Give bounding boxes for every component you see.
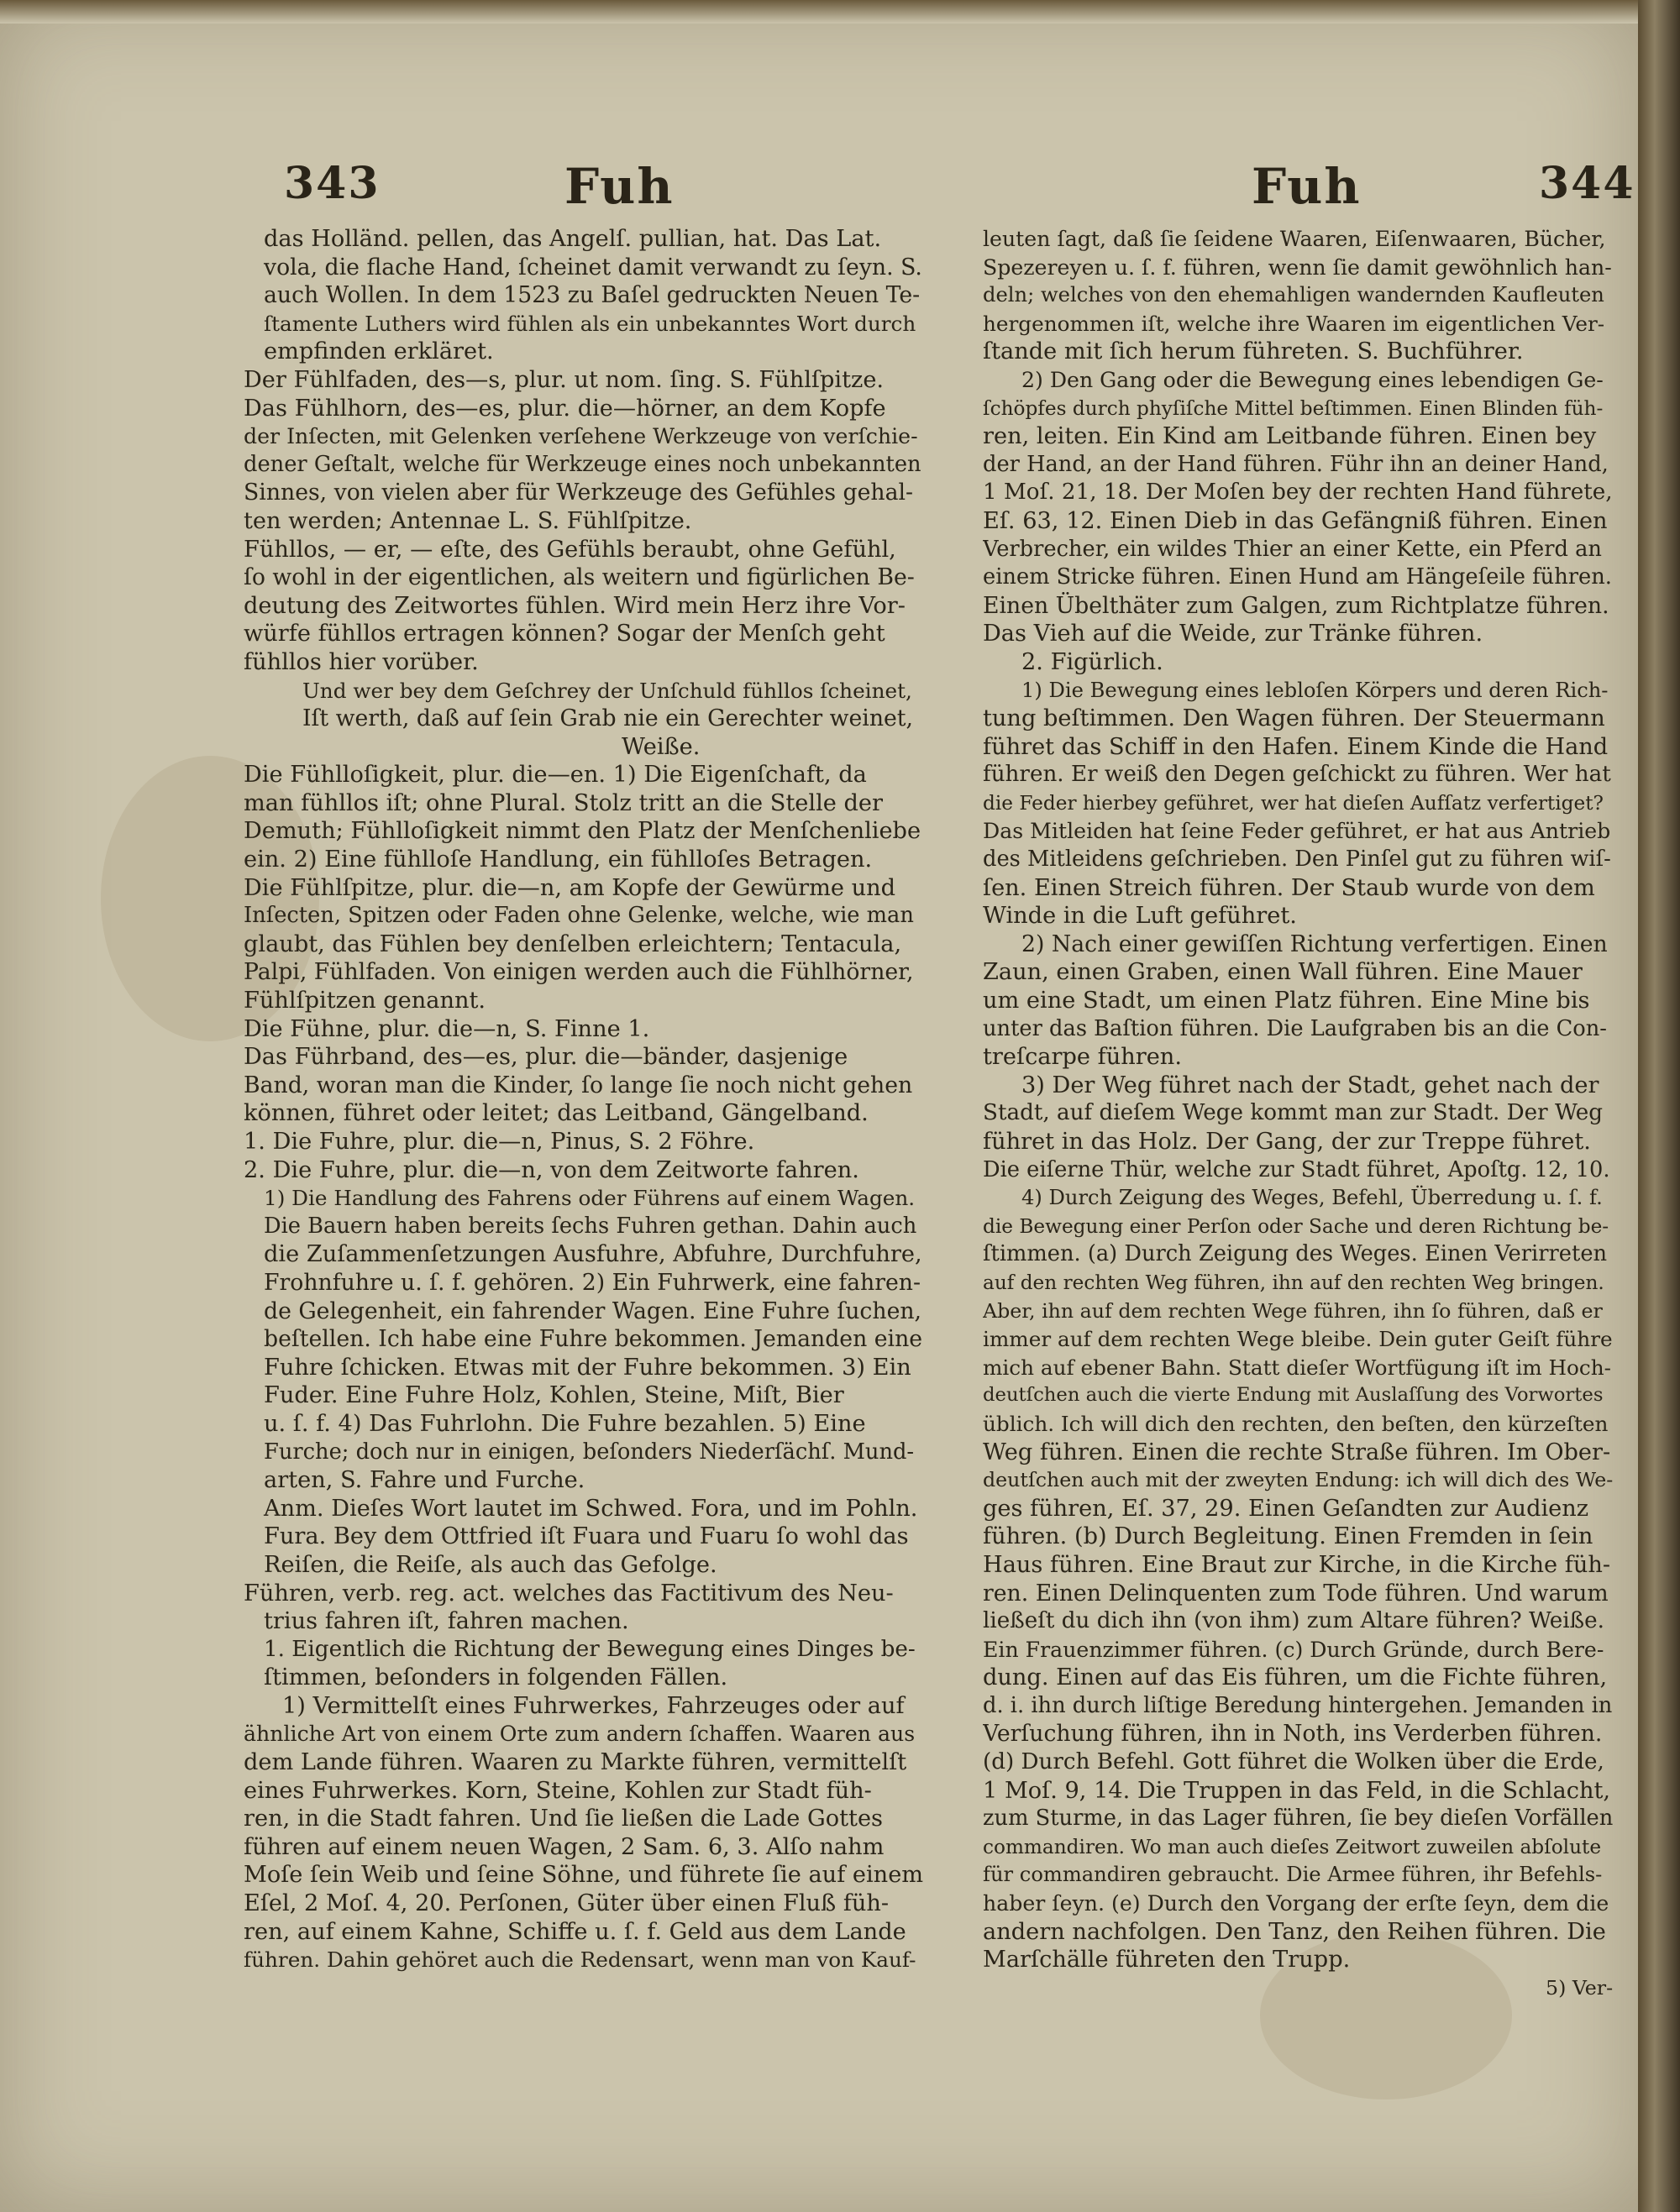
text-line: Verbrecher, ein wildes Thier an einer Kette, ein Pferd an xyxy=(983,536,1602,562)
text-line: Eſ. 63, 12. Einen Dieb in das Gefängniß führen. Einen xyxy=(983,507,1608,534)
running-head-left: Fuh xyxy=(564,158,675,215)
text-line: u. ſ. f. 4) Das Fuhrlohn. Die Fuhre bezahlen. 5) Eine xyxy=(264,1410,866,1437)
text-line: 1) Die Bewegung eines lebloſen Körpers und deren Rich- xyxy=(1021,678,1609,702)
text-line: Zaun, einen Graben, einen Wall führen. Eine Mauer xyxy=(983,959,1583,986)
text-line: das Holländ. pellen, das Angelſ. pullian, hat. Das Lat. xyxy=(264,226,882,252)
text-line: dener Geſtalt, welche für Werkzeuge eines noch unbekannten xyxy=(244,451,921,477)
text-line: 1) Vermittelſt eines Fuhrwerkes, Fahrzeuges oder auf xyxy=(282,1692,905,1719)
text-line: Weg führen. Einen die rechte Straße führen. Im Ober- xyxy=(983,1439,1611,1465)
text-line: ten werden; Antennae L. S. Fühlſpitze. xyxy=(244,507,692,534)
text-line: ſchöpfes durch phyſiſche Mittel beſtimmen. Einen Blinden füh- xyxy=(983,396,1604,420)
text-line: 2. Figürlich. xyxy=(1021,648,1163,675)
text-line: trius fahren iſt, fahren machen. xyxy=(264,1608,629,1635)
text-line: Fühllos, — er, — eſte, des Gefühls beraubt, ohne Gefühl, xyxy=(244,536,896,563)
text-line: ſtande mit ſich herum führeten. S. Buchführer. xyxy=(983,338,1524,365)
text-line: Fura. Bey dem Ottfried iſt Fuara und Fuaru ſo wohl das xyxy=(264,1523,909,1550)
text-line: beſtellen. Ich habe eine Fuhre bekommen. Jemanden eine xyxy=(264,1326,923,1353)
text-line: 1 Moſ. 21, 18. Der Moſen bey der rechten Hand führete, xyxy=(983,480,1613,506)
text-line: Das Vieh auf die Weide, zur Tränke führen. xyxy=(983,621,1483,647)
text-line: führen auf einem neuen Wagen, 2 Sam. 6, 3. Alſo nahm xyxy=(244,1833,885,1860)
text-line: 2. Die Fuhre, plur. die—n, von dem Zeitworte fahren. xyxy=(244,1156,859,1183)
text-line: auf den rechten Weg führen, ihn auf den rechten Weg bringen. xyxy=(983,1271,1604,1294)
text-line: Die Bauern haben bereits ſechs Fuhren gethan. Dahin auch xyxy=(264,1213,917,1239)
text-line: 1. Die Fuhre, plur. die—n, Pinus, S. 2 Föhre. xyxy=(244,1129,755,1155)
text-line: führen. Dahin gehöret auch die Redensart, wenn man von Kauf- xyxy=(244,1947,916,1973)
text-line: Winde in die Luft geführet. xyxy=(983,903,1297,930)
text-line: Die Fühlloſigkeit, plur. die—en. 1) Die Eigenſchaft, da xyxy=(244,762,867,789)
text-line: arten, S. Fahre und Furche. xyxy=(264,1467,585,1494)
text-line: können, führet oder leitet; das Leitband, Gängelband. xyxy=(244,1100,869,1127)
text-line: führen. Er weiß den Degen geſchickt zu führen. Wer hat xyxy=(983,762,1611,788)
text-line: deln; welches von den ehemahligen wandernden Kaufleuten xyxy=(983,283,1604,307)
left-column xyxy=(244,225,924,1974)
text-line: Verſuchung führen, ihn in Noth, ins Verderben führen. xyxy=(983,1721,1603,1748)
text-line: der Inſecten, mit Gelenken verſehene Werkzeuge von verſchie- xyxy=(244,424,918,449)
text-line: ren. Einen Delinquenten zum Tode führen. Und warum xyxy=(983,1580,1609,1607)
text-line: 1) Die Handlung des Fahrens oder Führens auf einem Wagen. xyxy=(264,1186,916,1211)
text-line: 1. Eigentlich die Richtung der Bewegung eines Dinges be- xyxy=(264,1636,916,1662)
text-line: Furche; doch nur in einigen, beſonders Niederſächſ. Mund- xyxy=(264,1439,915,1465)
text-line: Iſt werth, daß auf ſein Grab nie ein Gerechter weinet, xyxy=(302,705,914,732)
text-line: Aber, ihn auf dem rechten Wege führen, ihn ſo führen, daß er xyxy=(983,1298,1603,1323)
running-head-right: Fuh xyxy=(1252,158,1362,215)
text-line: glaubt, das Fühlen bey denſelben erleichtern; Tentacula, xyxy=(244,930,902,957)
text-line: Stadt, auf dieſem Wege kommt man zur Stadt. Der Weg xyxy=(983,1100,1604,1126)
text-line: Das Fühlhorn, des—es, plur. die—hörner, an dem Kopfe xyxy=(244,395,886,422)
text-line: Und wer bey dem Geſchrey der Unſchuld fühllos ſcheinet, xyxy=(302,678,912,703)
text-line: immer auf dem rechten Wege bleibe. Dein guter Geiſt führe xyxy=(983,1327,1613,1352)
text-line: Der Fühlfaden, des—s, plur. ut nom. ſing. S. Fühlſpitze. xyxy=(244,366,885,393)
text-line: auch Wollen. In dem 1523 zu Baſel gedruckten Neuen Te- xyxy=(264,282,921,309)
text-line: Demuth; Fühlloſigkeit nimmt den Platz der Menſchenliebe xyxy=(244,818,921,845)
text-line: ein. 2) Eine fühlloſe Handlung, ein fühlloſes Betragen. xyxy=(244,847,873,873)
text-line: d. i. ihn durch liſtige Beredung hintergehen. Jemanden in xyxy=(983,1692,1613,1718)
text-line: unter das Baſtion führen. Die Laufgraben bis an die Con- xyxy=(983,1015,1607,1041)
text-line: Fühlſpitzen genannt. xyxy=(244,988,486,1014)
text-line: Fuder. Eine Fuhre Holz, Kohlen, Steine, Miſt, Bier xyxy=(264,1382,844,1409)
text-line: deutſchen auch mit der zweyten Endung: ich will dich des We- xyxy=(983,1468,1613,1492)
text-line: Haus führen. Eine Braut zur Kirche, in die Kirche füh- xyxy=(983,1551,1611,1578)
page-number-left: 343 xyxy=(284,158,381,209)
text-line: Das Führband, des—es, plur. die—bänder, dasjenige xyxy=(244,1044,848,1071)
text-line: führet in das Holz. Der Gang, der zur Treppe führet. xyxy=(983,1129,1591,1155)
text-line: Einen Übelthäter zum Galgen, zum Richtplatze führen. xyxy=(983,592,1609,619)
text-line: 2) Den Gang oder die Bewegung eines lebendigen Ge- xyxy=(1021,367,1604,392)
text-line: für commandiren gebraucht. Die Armee führen, ihr Befehls- xyxy=(983,1863,1603,1887)
text-line: tung beſtimmen. Den Wagen führen. Der Steuermann xyxy=(983,705,1605,732)
text-line: die Zuſammenſetzungen Ausfuhre, Abfuhre, Durchfuhre, xyxy=(264,1241,922,1268)
text-line: eines Fuhrwerkes. Korn, Steine, Kohlen zur Stadt füh- xyxy=(244,1777,872,1804)
text-line: Sinnes, von vielen aber für Werkzeuge des Gefühles gehal- xyxy=(244,480,914,506)
page-top-edge xyxy=(0,0,1638,24)
text-line: ließeſt du dich ihn (von ihm) zum Altare führen? Weiße. xyxy=(983,1608,1604,1634)
text-line: 3) Der Weg führet nach der Stadt, gehet nach der xyxy=(1021,1072,1599,1098)
text-line: Spezereyen u. ſ. f. führen, wenn ſie damit gewöhnlich han- xyxy=(983,254,1612,280)
text-line: haber ſeyn. (e) Durch den Vorgang der erſte ſeyn, dem die xyxy=(983,1891,1609,1916)
text-line: empfinden erkläret. xyxy=(264,338,494,365)
text-line: ren, auf einem Kahne, Schiffe u. ſ. f. Geld aus dem Lande xyxy=(244,1918,906,1945)
text-line: de Gelegenheit, ein fahrender Wagen. Eine Fuhre ſuchen, xyxy=(264,1297,922,1324)
text-line: treſcarpe führen. xyxy=(983,1044,1182,1071)
text-line: ſen. Einen Streich führen. Der Staub wurde von dem xyxy=(983,874,1595,901)
text-line: Inſecten, Spitzen oder Faden ohne Gelenke, welche, wie man xyxy=(244,903,914,929)
text-line: Moſe ſein Weib und ſeine Söhne, und führete ſie auf einem xyxy=(244,1862,924,1889)
text-line: Anm. Dieſes Wort lautet im Schwed. Fora, und im Pohln. xyxy=(264,1495,918,1522)
text-line: Die Fühne, plur. die—n, S. Finne 1. xyxy=(244,1015,650,1042)
text-line: man fühllos iſt; ohne Plural. Stolz tritt an die Stelle der xyxy=(244,789,883,816)
text-line: die Bewegung einer Perſon oder Sache und deren Richtung be- xyxy=(983,1214,1609,1238)
text-line: Marſchälle führeten den Trupp. xyxy=(983,1947,1351,1974)
text-line: Eſel, 2 Moſ. 4, 20. Perſonen, Güter über einen Fluß füh- xyxy=(244,1890,890,1917)
text-line: Palpi, Fühlfaden. Von einigen werden auch die Fühlhörner, xyxy=(244,959,914,986)
text-line: Führen, verb. reg. act. welches das Factitivum des Neu- xyxy=(244,1580,894,1607)
text-line: Weiße. xyxy=(622,733,701,760)
text-line: einem Stricke führen. Einen Hund am Hängeſeile führen. xyxy=(983,564,1612,590)
text-line: ren, leiten. Ein Kind am Leitbande führen. Einen bey xyxy=(983,423,1597,450)
text-line: der Hand, an der Hand führen. Führ ihn an deiner Hand, xyxy=(983,451,1609,477)
text-line: Band, woran man die Kinder, ſo lange ſie noch nicht gehen xyxy=(244,1072,913,1098)
text-line: 1 Moſ. 9, 14. Die Truppen in das Feld, in die Schlacht, xyxy=(983,1777,1611,1804)
text-line: ſtimmen, beſonders in folgenden Fällen. xyxy=(264,1664,728,1691)
text-line: deutung des Zeitwortes fühlen. Wird mein Herz ihre Vor- xyxy=(244,592,906,619)
text-line: ges führen, Eſ. 37, 29. Einen Geſandten zur Audienz xyxy=(983,1495,1589,1522)
text-line: führet das Schiff in den Hafen. Einem Kinde die Hand xyxy=(983,733,1609,760)
text-line: ähnliche Art von einem Orte zum andern ſchaffen. Waaren aus xyxy=(244,1722,916,1747)
text-line: (d) Durch Befehl. Gott führet die Wolken über die Erde, xyxy=(983,1749,1604,1775)
text-line: führen. (b) Durch Begleitung. Einen Fremden in ſein xyxy=(983,1523,1593,1550)
right-column xyxy=(983,225,1613,2002)
text-line: hergenommen iſt, welche ihre Waaren im eigentlichen Ver- xyxy=(983,311,1605,336)
text-line: commandiren. Wo man auch dieſes Zeitwort zuweilen abſolute xyxy=(983,1835,1602,1858)
text-line: Die Fühlſpitze, plur. die—n, am Kopfe der Gewürme und xyxy=(244,874,896,901)
text-line: des Mitleidens geſchrieben. Den Pinſel gut zu führen wiſ- xyxy=(983,847,1611,873)
text-line: fühllos hier vorüber. xyxy=(244,648,479,675)
text-line: dung. Einen auf das Eis führen, um die Fichte führen, xyxy=(983,1664,1608,1691)
text-line: zum Sturme, in das Lager führen, ſie bey dieſen Vorfällen xyxy=(983,1806,1613,1832)
text-line: Das Mitleiden hat ſeine Feder geführet, er hat aus Antrieb xyxy=(983,819,1611,844)
text-line: dem Lande führen. Waaren zu Markte führen, vermittelſt xyxy=(244,1749,907,1776)
text-line: leuten ſagt, daß ſie ſeidene Waaren, Eiſenwaaren, Bücher, xyxy=(983,227,1606,251)
text-line: die Feder hierbey geführet, wer hat dieſen Aufſatz verfertiget? xyxy=(983,791,1604,815)
text-line: Ein Frauenzimmer führen. (c) Durch Gründe, durch Bere- xyxy=(983,1637,1604,1662)
text-line: 5) Ver- xyxy=(1546,1975,1613,2000)
text-line: üblich. Ich will dich den rechten, den beſten, den kürzeſten xyxy=(983,1411,1609,1436)
text-line: ſo wohl in der eigentlichen, als weitern und figürlichen Be- xyxy=(244,564,915,591)
book-spine xyxy=(1638,0,1680,2212)
text-line: andern nachfolgen. Den Tanz, den Reihen führen. Die xyxy=(983,1918,1606,1945)
text-line: ſtamente Luthers wird fühlen als ein unbekanntes Wort durch xyxy=(264,311,916,336)
text-line: würfe fühllos ertragen können? Sogar der Menſch geht xyxy=(244,621,885,647)
text-line: Die eiſerne Thür, welche zur Stadt führet, Apoſtg. 12, 10. xyxy=(983,1156,1610,1182)
page-number-right: 344 xyxy=(1539,158,1635,209)
text-line: 2) Nach einer gewiſſen Richtung verfertigen. Einen xyxy=(1021,930,1608,957)
text-line: ren, in die Stadt fahren. Und ſie ließen die Lade Gottes xyxy=(244,1806,883,1832)
text-line: um eine Stadt, um einen Platz führen. Eine Mine bis xyxy=(983,988,1590,1014)
text-line: vola, die flache Hand, ſcheinet damit verwandt zu ſeyn. S. xyxy=(264,254,922,280)
text-line: Fuhre ſchicken. Etwas mit der Fuhre bekommen. 3) Ein xyxy=(264,1354,911,1381)
text-line: Reiſen, die Reiſe, als auch das Gefolge. xyxy=(264,1551,717,1578)
text-line: ſtimmen. (a) Durch Zeigung des Weges. Einen Verirreten xyxy=(983,1241,1608,1267)
text-line: mich auf ebener Bahn. Statt dieſer Wortfügung iſt im Hoch- xyxy=(983,1355,1611,1380)
text-line: Frohnfuhre u. ſ. f. gehören. 2) Ein Fuhrwerk, eine fahren- xyxy=(264,1269,921,1296)
text-line: deutſchen auch die vierte Endung mit Auslaſſung des Vorwortes xyxy=(983,1384,1604,1407)
text-line: 4) Durch Zeigung des Weges, Befehl, Überredung u. ſ. f. xyxy=(1021,1186,1603,1210)
